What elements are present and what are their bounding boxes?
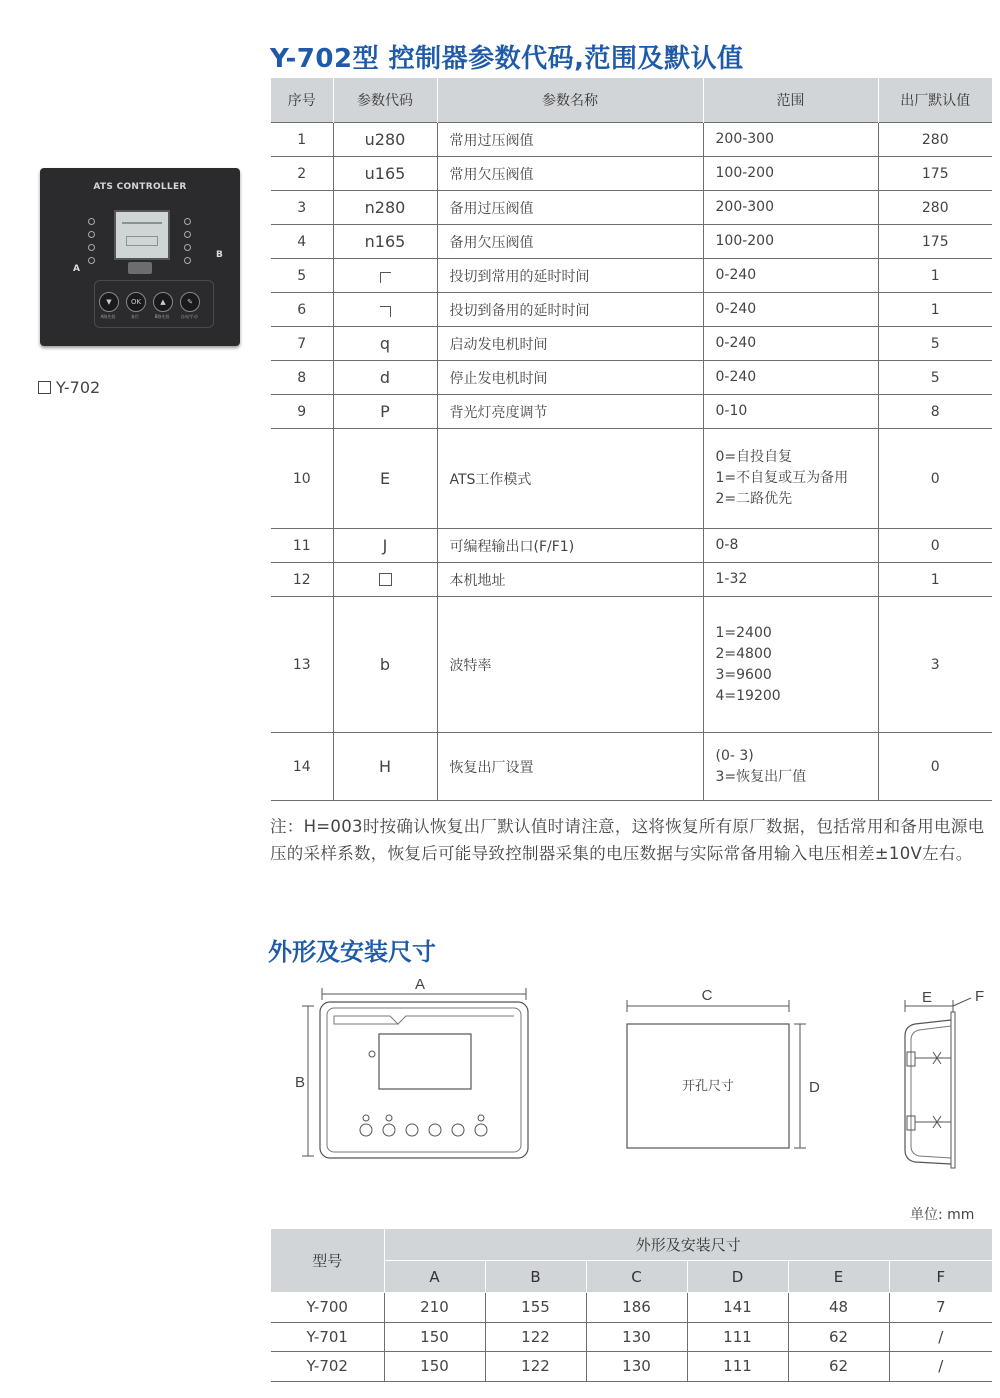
param-name: 常用过压阀值 <box>437 123 703 157</box>
param-default: 0 <box>878 733 992 801</box>
button-label: A路先投 <box>100 314 116 319</box>
corner-right-symbol-icon <box>380 306 391 317</box>
range-line: 100-200 <box>715 233 774 249</box>
parameter-row <box>271 597 992 733</box>
generator-icon <box>128 262 152 274</box>
dim-col-header: F <box>889 1261 992 1293</box>
parameter-row <box>271 429 992 529</box>
header-cell: 参数名称 <box>437 78 703 123</box>
param-no: 8 <box>271 361 333 395</box>
param-name: 备用欠压阀值 <box>437 225 703 259</box>
corner-left-symbol-icon <box>380 272 391 283</box>
dimension-value: 210 <box>384 1293 485 1323</box>
range-line: 3=9600 <box>715 666 772 683</box>
param-code: b <box>333 597 437 733</box>
range-line: 200-300 <box>715 199 774 215</box>
param-default: 5 <box>878 327 992 361</box>
param-default: 0 <box>878 429 992 529</box>
device-caption <box>38 378 100 397</box>
parameter-table <box>271 78 992 801</box>
param-no: 10 <box>271 429 333 529</box>
param-name: 可编程输出口(F/F1) <box>437 529 703 563</box>
dimension-value: 48 <box>788 1293 889 1323</box>
param-no: 2 <box>271 157 333 191</box>
dimension-value: 122 <box>485 1322 586 1352</box>
param-default: 3 <box>878 597 992 733</box>
param-name: 备用过压阀值 <box>437 191 703 225</box>
range-line: 0-10 <box>715 403 748 419</box>
param-no: 4 <box>271 225 333 259</box>
param-code: q <box>333 327 437 361</box>
param-no: 7 <box>271 327 333 361</box>
led-indicator <box>88 257 95 264</box>
led-indicator <box>184 244 191 251</box>
parameter-row <box>271 395 992 429</box>
dim-label-e: E <box>922 989 933 1006</box>
parameter-row <box>271 123 992 157</box>
dim-label-d: D <box>809 1079 820 1096</box>
param-name: 背光灯亮度调节 <box>437 395 703 429</box>
side-label-a: A <box>73 264 80 274</box>
header-cell: 出厂默认值 <box>878 78 992 123</box>
header-cell: 参数代码 <box>333 78 437 123</box>
side-view-drawing <box>895 982 995 1172</box>
param-range <box>703 597 878 733</box>
param-name: 投切到常用的延时时间 <box>437 259 703 293</box>
led-indicator <box>88 231 95 238</box>
param-name: 停止发电机时间 <box>437 361 703 395</box>
param-range <box>703 395 878 429</box>
param-code: E <box>333 429 437 529</box>
page-title: Y-702型 控制器参数代码,范围及默认值 <box>270 44 744 74</box>
range-line: 0-240 <box>715 301 757 317</box>
param-code: d <box>333 361 437 395</box>
param-default: 175 <box>878 225 992 259</box>
range-line: 2=4800 <box>715 645 772 662</box>
range-line: 0-240 <box>715 369 757 385</box>
dimension-value: 122 <box>485 1352 586 1382</box>
param-no: 9 <box>271 395 333 429</box>
param-range <box>703 123 878 157</box>
model-cell: Y-702 <box>271 1352 384 1382</box>
param-code: n280 <box>333 191 437 225</box>
param-no: 11 <box>271 529 333 563</box>
range-line: 1=不自复或互为备用 <box>715 470 849 486</box>
param-range <box>703 293 878 327</box>
param-name: 常用欠压阀值 <box>437 157 703 191</box>
param-name: 启动发电机时间 <box>437 327 703 361</box>
param-no: 12 <box>271 563 333 597</box>
model-cell: Y-700 <box>271 1293 384 1323</box>
dimension-value: 150 <box>384 1352 485 1382</box>
dimension-value: 130 <box>586 1322 687 1352</box>
dimension-value: 155 <box>485 1293 586 1323</box>
led-indicator <box>184 218 191 225</box>
device-lcd-screen <box>114 210 170 260</box>
param-range <box>703 191 878 225</box>
dimension-value: 141 <box>687 1293 788 1323</box>
dim-col-header: B <box>485 1261 586 1293</box>
parameter-row <box>271 191 992 225</box>
param-default: 5 <box>878 361 992 395</box>
dimension-value: / <box>889 1352 992 1382</box>
param-code <box>333 563 437 597</box>
param-range <box>703 225 878 259</box>
controller-device-image <box>40 168 240 346</box>
range-line: 1=2400 <box>715 624 772 641</box>
group-header: 外形及安装尺寸 <box>384 1229 992 1261</box>
dimension-table <box>271 1229 992 1382</box>
param-default: 280 <box>878 123 992 157</box>
button-label: B路先投 <box>154 314 170 319</box>
dimension-value: 150 <box>384 1322 485 1352</box>
dimension-value: 130 <box>586 1352 687 1382</box>
dimension-row <box>271 1293 992 1323</box>
param-name: ATS工作模式 <box>437 429 703 529</box>
param-default: 1 <box>878 259 992 293</box>
param-name: 本机地址 <box>437 563 703 597</box>
square-symbol-icon <box>379 573 392 586</box>
dimension-value: 111 <box>687 1322 788 1352</box>
param-code: J <box>333 529 437 563</box>
param-name: 波特率 <box>437 597 703 733</box>
range-line: 2=二路优先 <box>715 491 793 507</box>
dimension-value: 111 <box>687 1352 788 1382</box>
param-no: 1 <box>271 123 333 157</box>
dim-col-header: E <box>788 1261 889 1293</box>
parameter-row <box>271 157 992 191</box>
dim-label-a: A <box>414 976 426 993</box>
param-code <box>333 293 437 327</box>
dim-col-header: D <box>687 1261 788 1293</box>
range-line: 100-200 <box>715 165 774 181</box>
cutout-drawing <box>610 980 840 1160</box>
range-line: 200-300 <box>715 131 774 147</box>
led-indicator <box>184 257 191 264</box>
side-label-b: B <box>216 250 223 260</box>
device-caption-text: Y-702 <box>56 378 101 397</box>
front-view-drawing <box>290 972 540 1172</box>
button-label: 复位 <box>131 314 139 319</box>
param-range <box>703 259 878 293</box>
header-cell: 范围 <box>703 78 878 123</box>
dimension-value: / <box>889 1322 992 1352</box>
range-line: 0-240 <box>715 335 757 351</box>
range-line: 0-8 <box>715 537 739 553</box>
param-range <box>703 327 878 361</box>
param-default: 175 <box>878 157 992 191</box>
cutout-label: 开孔尺寸 <box>681 1079 735 1094</box>
led-indicator <box>88 218 95 225</box>
param-range <box>703 733 878 801</box>
param-default: 8 <box>878 395 992 429</box>
parameter-row <box>271 327 992 361</box>
parameter-row <box>271 293 992 327</box>
param-no: 14 <box>271 733 333 801</box>
param-code: n165 <box>333 225 437 259</box>
parameter-row <box>271 259 992 293</box>
param-name: 恢复出厂设置 <box>437 733 703 801</box>
model-header: 型号 <box>271 1229 384 1293</box>
param-code: P <box>333 395 437 429</box>
range-line: (0- 3) <box>715 747 754 764</box>
section-title: 外形及安装尺寸 <box>268 938 436 966</box>
param-range <box>703 529 878 563</box>
dim-col-header: A <box>384 1261 485 1293</box>
device-panel-label: ATS CONTROLLER <box>93 182 187 192</box>
param-no: 3 <box>271 191 333 225</box>
range-line: 1-32 <box>715 571 748 587</box>
button-label: 自动/手动 <box>180 314 198 319</box>
unit-label: 单位: mm <box>910 1207 975 1223</box>
dimension-value: 7 <box>889 1293 992 1323</box>
param-range <box>703 429 878 529</box>
parameter-table-header <box>271 78 992 123</box>
led-indicator <box>184 231 191 238</box>
dim-label-f: F <box>975 988 985 1005</box>
param-range <box>703 157 878 191</box>
range-line: 3=恢复出厂值 <box>715 768 807 785</box>
dim-label-b: B <box>295 1074 306 1091</box>
down-button-icon: ▼ <box>99 292 119 312</box>
param-code: u165 <box>333 157 437 191</box>
range-line: 0=自投自复 <box>715 449 793 465</box>
parameter-row <box>271 529 992 563</box>
dim-label-c: C <box>701 987 713 1004</box>
dimension-row <box>271 1322 992 1352</box>
up-button-icon: ▲ <box>153 292 173 312</box>
param-name: 投切到备用的延时时间 <box>437 293 703 327</box>
parameter-row <box>271 225 992 259</box>
dim-col-header: C <box>586 1261 687 1293</box>
param-code: H <box>333 733 437 801</box>
param-default: 1 <box>878 293 992 327</box>
range-line: 4=19200 <box>715 687 781 704</box>
checkbox-square-icon <box>38 381 51 394</box>
model-cell: Y-701 <box>271 1322 384 1352</box>
dimension-value: 186 <box>586 1293 687 1323</box>
dimension-row <box>271 1352 992 1382</box>
led-indicator <box>88 244 95 251</box>
param-default: 1 <box>878 563 992 597</box>
param-code: u280 <box>333 123 437 157</box>
wrench-button-icon: ✎ <box>180 292 200 312</box>
param-no: 5 <box>271 259 333 293</box>
param-no: 6 <box>271 293 333 327</box>
parameter-row <box>271 563 992 597</box>
dimension-value: 62 <box>788 1322 889 1352</box>
header-cell: 序号 <box>271 78 333 123</box>
range-line: 0-240 <box>715 267 757 283</box>
param-no: 13 <box>271 597 333 733</box>
param-default: 280 <box>878 191 992 225</box>
ok-button-icon: OK <box>126 292 146 312</box>
parameter-row <box>271 361 992 395</box>
param-default: 0 <box>878 529 992 563</box>
note-text: 注：H=003时按确认恢复出厂默认值时请注意，这将恢复所有原厂数据，包括常用和备用电源电压的采样系数，恢复后可能导致控制器采集的电压数据与实际常备用输入电压相差±10V左右。 <box>270 817 985 863</box>
dimension-value: 62 <box>788 1352 889 1382</box>
param-range <box>703 563 878 597</box>
param-code <box>333 259 437 293</box>
param-range <box>703 361 878 395</box>
parameter-row <box>271 733 992 801</box>
